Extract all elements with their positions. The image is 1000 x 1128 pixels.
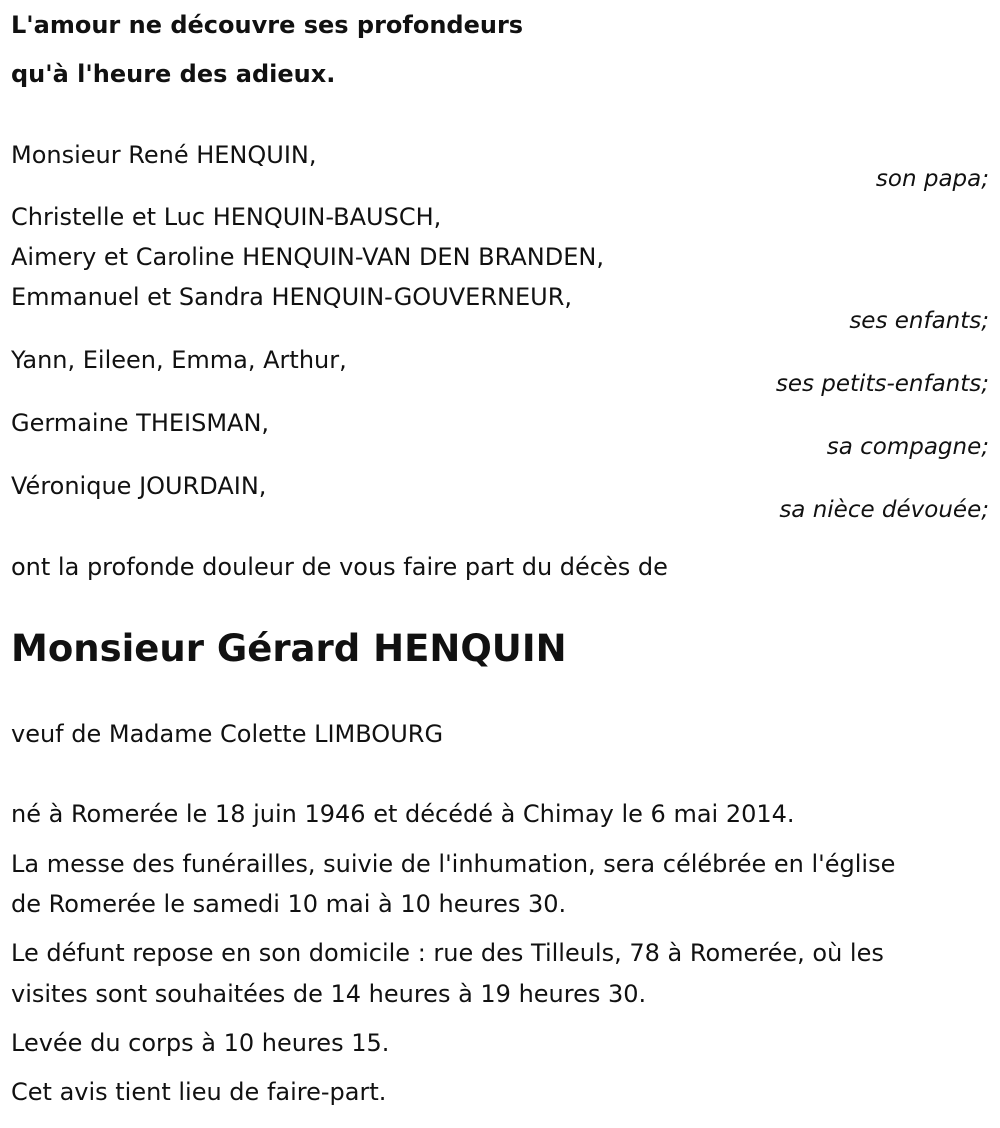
birth-death-text: né à Romerée le 18 juin 1946 et décédé à Chimay le 6 mai 2014. [11,800,795,828]
family-name-companion: Germaine THEISMAN, [11,409,270,437]
relation-companion: sa compagne; [826,434,989,460]
family-name-child-1: Christelle et Luc HENQUIN-BAUSCH, [11,203,442,231]
closing-text: Cet avis tient lieu de faire-part. [11,1078,387,1106]
funeral-text-line-2: de Romerée le samedi 10 mai à 10 heures 30. [11,890,567,918]
announcement-text: ont la profonde douleur de vous faire part du décès de [11,553,668,581]
family-name-child-2: Aimery et Caroline HENQUIN-VAN DEN BRANDEN, [11,243,604,271]
rest-text-line-2: visites sont souhaitées de 14 heures à 19 heures 30. [11,980,647,1008]
levee-text: Levée du corps à 10 heures 15. [11,1029,390,1057]
rest-text-line-1: Le défunt repose en son domicile : rue des Tilleuls, 78 à Romerée, où les [11,939,884,967]
epigraph-line-2: qu'à l'heure des adieux. [11,60,336,88]
family-name-father: Monsieur René HENQUIN, [11,141,317,169]
family-name-child-3: Emmanuel et Sandra HENQUIN-GOUVERNEUR, [11,283,572,311]
funeral-text-line-1: La messe des funérailles, suivie de l'inhumation, sera célébrée en l'église [11,850,896,878]
relation-niece: sa nièce dévouée; [779,497,989,523]
relation-grandchildren: ses petits-enfants; [775,371,989,397]
relation-father: son papa; [875,166,989,192]
widow-of-text: veuf de Madame Colette LIMBOURG [11,720,444,748]
family-name-niece: Véronique JOURDAIN, [11,472,267,500]
epigraph-line-1: L'amour ne découvre ses profondeurs [11,11,524,39]
deceased-name: Monsieur Gérard HENQUIN [11,627,567,670]
family-name-grandchildren: Yann, Eileen, Emma, Arthur, [11,346,347,374]
relation-children: ses enfants; [849,308,989,334]
